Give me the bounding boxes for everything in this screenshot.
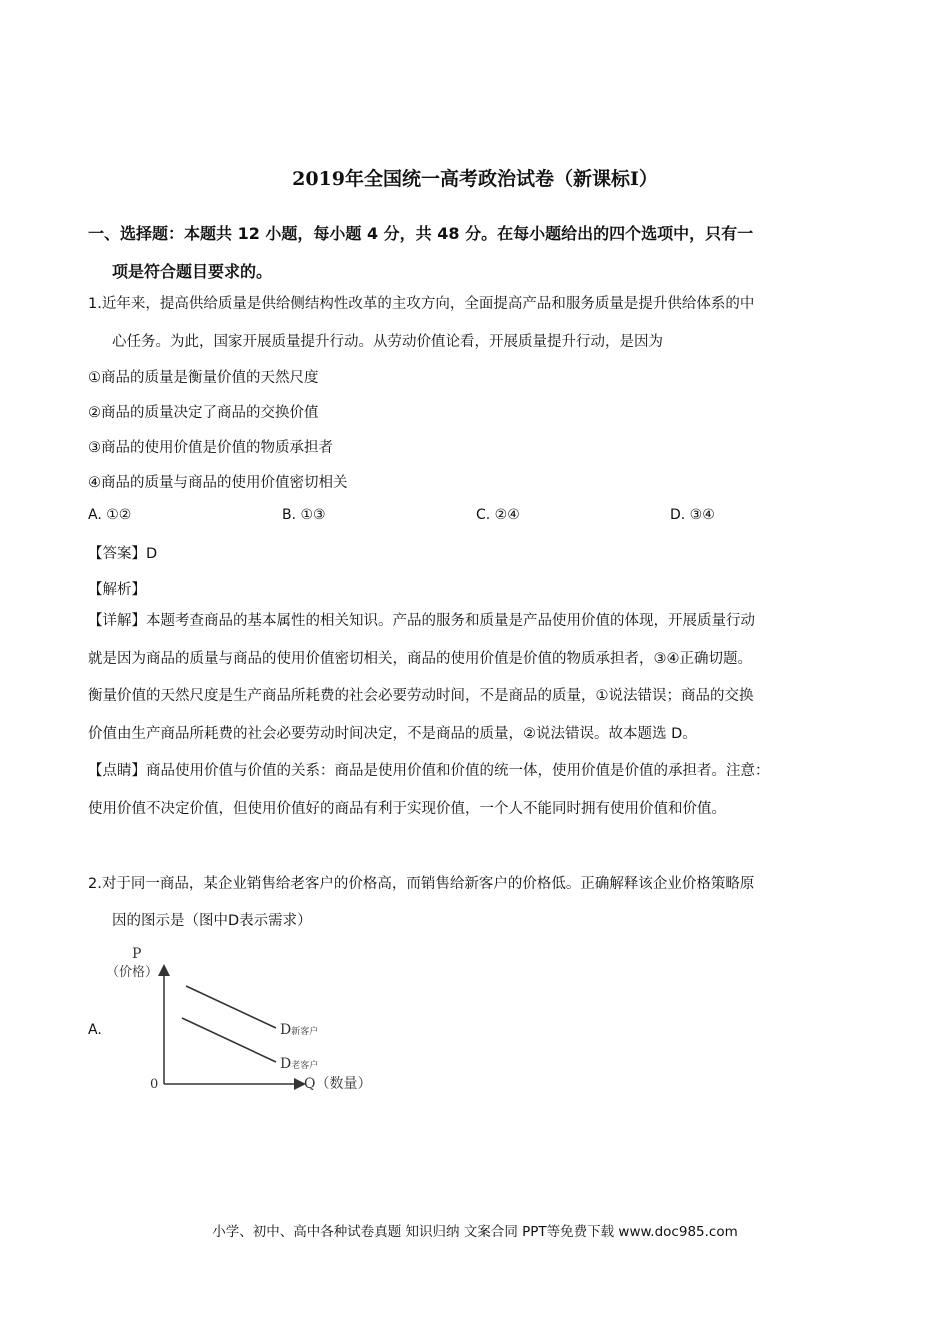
demand-curve-new [186, 986, 276, 1028]
q1-item-2: ②商品的质量决定了商品的交换价值 [88, 405, 319, 421]
section-heading-line-1: 一、选择题：本题共 12 小题，每小题 4 分，共 48 分。在每小题给出的四个选项中，只有一 [88, 224, 754, 243]
q1-option-c: C. ②④ [476, 507, 520, 523]
curve-new-label: D新客户 [280, 1022, 319, 1038]
demand-curve-old [182, 1018, 276, 1062]
section-heading [88, 215, 878, 291]
section-heading-line-2: 项是符合题目要求的。 [112, 262, 273, 281]
q1-point-line-2: 使用价值不决定价值，但使用价值好的商品有利于实现价值，一个人不能同时拥有使用价值和价值。 [88, 800, 726, 817]
q1-option-a: A. ①② [88, 507, 132, 523]
q2-stem-line-2: 因的图示是（图中D表示需求） [112, 913, 312, 929]
q1-item-1: ①商品的质量是衡量价值的天然尺度 [88, 370, 319, 386]
q1-item-3: ③商品的使用价值是价值的物质承担者 [88, 440, 333, 456]
q1-item-4: ④商品的质量与商品的使用价值密切相关 [88, 475, 348, 491]
q2-option-a-label: A. [88, 1022, 102, 1038]
q1-detail [88, 603, 870, 753]
page-footer: 小学、初中、高中各种试卷真题 知识归纳 文案合同 PPT等免费下载 www.doc985.com [212, 1224, 738, 1240]
curve-old-label: D老客户 [280, 1056, 319, 1072]
origin-label: 0 [150, 1077, 159, 1092]
q1-point [88, 753, 870, 828]
q2-stem-line-1: 2.对于同一商品，某企业销售给老客户的价格高，而销售给新客户的价格低。正确解释该企业价格策略原 [88, 876, 755, 892]
page-title: 2019年全国统一高考政治试卷（新课标I） [292, 168, 658, 190]
q1-detail-line-4: 价值由生产商品所耗费的社会必要劳动时间决定，不是商品的质量，②说法错误。故本题选 D。 [88, 725, 697, 742]
q1-detail-line-3: 衡量价值的天然尺度是生产商品所耗费的社会必要劳动时间，不是商品的质量，①说法错误；商品的交换 [88, 688, 754, 704]
q1-stem-line-1: 1.近年来，提高供给质量是供给侧结构性改革的主攻方向，全面提高产品和服务质量是提升供给体系的中 [88, 296, 755, 312]
q1-detail-line-2: 就是因为商品的质量与商品的使用价值密切相关，商品的使用价值是价值的物质承担者，③④正确切题。 [88, 650, 752, 667]
q1-analysis-heading: 【解析】 [88, 582, 146, 598]
q1-answer: 【答案】D [88, 546, 158, 562]
q1-option-d: D. ③④ [670, 507, 715, 523]
q1-stem-line-2: 心任务。为此，国家开展质量提升行动。从劳动价值论看，开展质量提升行动，是因为 [112, 334, 663, 350]
q1-point-line-1: 【点睛】商品使用价值与价值的关系：商品是使用价值和价值的统一体，使用价值是价值的承担者。注意： [88, 763, 770, 779]
q2-option-a-graph [100, 940, 390, 1100]
x-axis-label: Q（数量） [304, 1076, 372, 1092]
q1-detail-line-1: 【详解】本题考查商品的基本属性的相关知识。产品的服务和质量是产品使用价值的体现，开展质量行动 [88, 613, 755, 629]
y-axis-note: （价格） [106, 965, 159, 980]
q1-option-b: B. ①③ [282, 507, 326, 523]
y-axis-label: P [132, 946, 142, 962]
